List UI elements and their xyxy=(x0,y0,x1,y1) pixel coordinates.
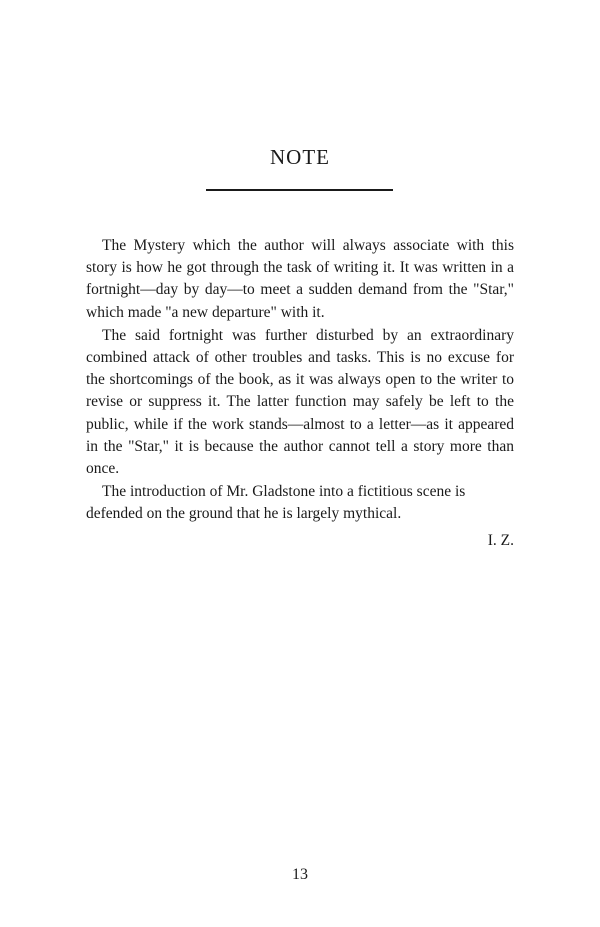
page-title: NOTE xyxy=(270,145,330,169)
title-divider xyxy=(206,189,393,191)
note-body xyxy=(86,235,514,527)
paragraph: The introduction of Mr. Gladstone into a fictitious scene is defended on the ground that he is largely mythical. xyxy=(86,483,466,523)
page-number: 13 xyxy=(292,866,308,883)
author-signature: I. Z. xyxy=(487,532,514,549)
paragraph: The Mystery which the author will always associate with this story is how he got through the task of writing it. It was written in a fortnight—day by day—to meet a sudden demand from the "Star," which made "a new departure" with it. xyxy=(86,237,514,321)
paragraph: The said fortnight was further disturbed by an extraordinary combined attack of other troubles and tasks. This is no excuse for the shortcomings of the book, as it was always open to the writer to revise or suppress it. The latter function may safely be left to the public, while if the work stands—almost to a letter—as it appeared in the "Star," it is because the author cannot tell a story more than once. xyxy=(86,326,514,478)
